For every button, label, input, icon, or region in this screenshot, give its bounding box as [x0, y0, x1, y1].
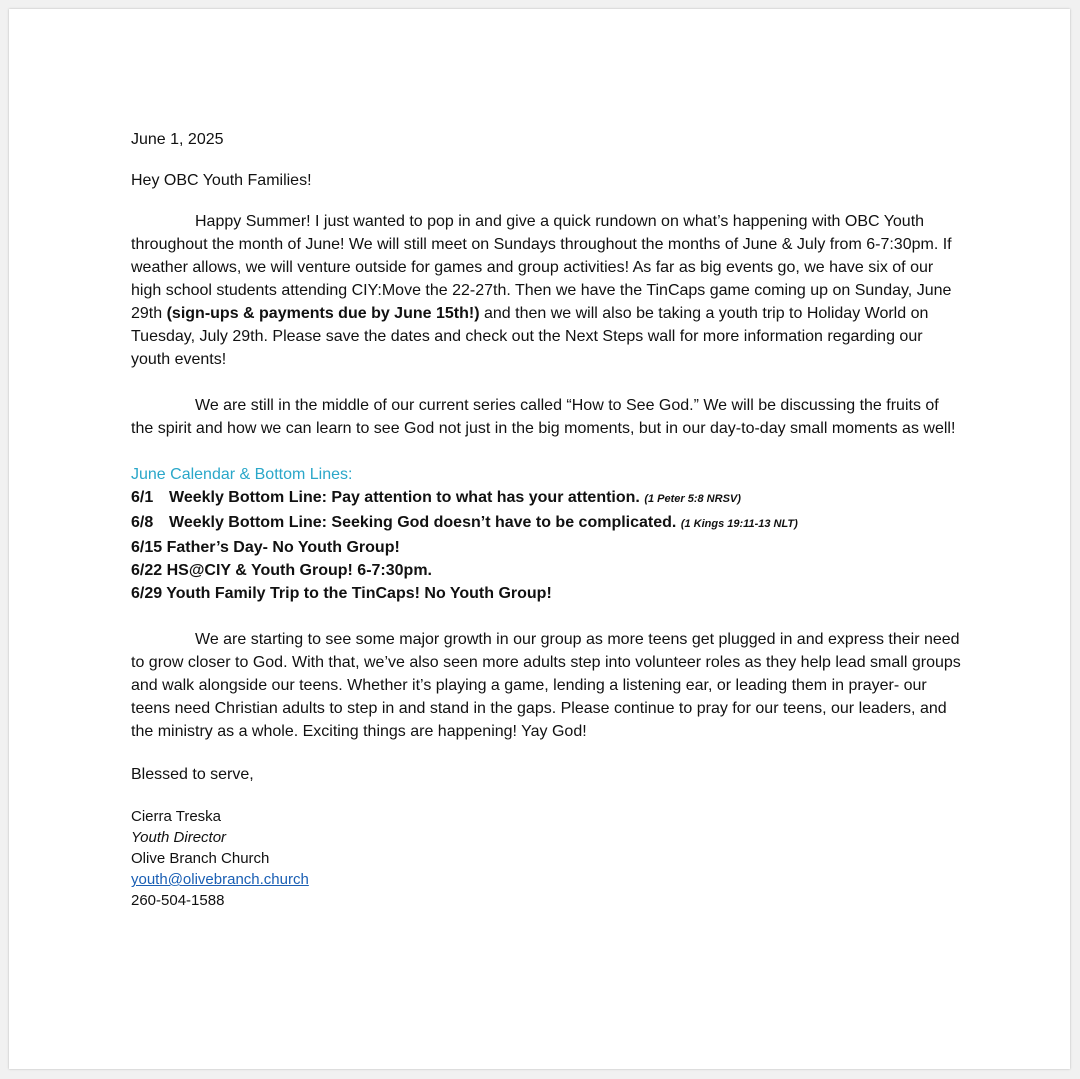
calendar-item	[131, 536, 961, 559]
calendar-date: 6/22	[131, 562, 163, 579]
calendar-heading: June Calendar & Bottom Lines:	[131, 466, 353, 483]
calendar-item	[131, 582, 961, 605]
calendar-item	[131, 486, 961, 511]
calendar-date: 6/8	[131, 514, 154, 531]
letter-greeting: Hey OBC Youth Families!	[131, 172, 312, 189]
paragraph-text: Happy Summer! I just wanted to pop in and give a quick rundown on what’s happening with OBC Youth throughout the month of June! We will still meet on Sundays throughout the months of June & July from 6-7:30pm. If weather allows, we will venture outside for games and group activities! As far as big events go, we have six of our high school students attending CIY:Move the 22-27th. Then we have the TinCaps game coming up on Sunday, June 29th	[131, 213, 952, 322]
signature-title: Youth Director	[131, 829, 227, 846]
letter-date: June 1, 2025	[131, 131, 224, 148]
signup-deadline-note: (sign-ups & payments due by June 15th!)	[166, 305, 480, 322]
signature-phone: 260-504-1588	[131, 892, 225, 909]
calendar-date: 6/1	[131, 489, 154, 506]
letter-closing: Blessed to serve,	[131, 766, 254, 783]
paragraph-summer-rundown	[131, 210, 961, 371]
calendar-text: Father’s Day- No Youth Group!	[166, 539, 400, 556]
email-link[interactable]: youth@olivebranch.church	[131, 871, 309, 888]
calendar-date: 6/29	[131, 585, 163, 602]
signature-organization: Olive Branch Church	[131, 850, 270, 867]
letter-body	[131, 128, 961, 911]
calendar-item	[131, 559, 961, 582]
paragraph-text: and then we will also be taking a youth trip to Holiday World on Tuesday, July 29th. Please save the dates and check out the Next Steps wall for more information regarding our youth events!	[131, 305, 929, 368]
june-calendar	[131, 463, 961, 605]
signature-block	[131, 806, 961, 911]
calendar-text: Youth Family Trip to the TinCaps! No Youth Group!	[166, 585, 552, 602]
calendar-text: HS@CIY & Youth Group! 6-7:30pm.	[166, 562, 432, 579]
signature-name: Cierra Treska	[131, 808, 222, 825]
paragraph-series: We are still in the middle of our current series called “How to See God.” We will be discussing the fruits of the spirit and how we can learn to see God not just in the big moments, but in our day-to-day small moments as well!	[131, 397, 956, 437]
calendar-text: Weekly Bottom Line: Seeking God doesn’t have to be complicated.	[169, 514, 677, 531]
scripture-reference: (1 Peter 5:8 NRSV)	[644, 493, 741, 505]
document-page	[9, 9, 1070, 1069]
paragraph-growth: We are starting to see some major growth in our group as more teens get plugged in and express their need to grow closer to God. With that, we’ve also seen more adults step into volunteer roles as they help lead small groups and walk alongside our teens. Whether it’s playing a game, lending a listening ear, or leading them in prayer- our teens need Christian adults to step in and stand in the gaps. Please continue to pray for our teens, our leaders, and the ministry as a whole. Exciting things are happening! Yay God!	[131, 631, 961, 740]
scripture-reference: (1 Kings 19:11-13 NLT)	[680, 518, 798, 530]
calendar-date: 6/15	[131, 539, 163, 556]
calendar-item	[131, 511, 961, 536]
calendar-text: Weekly Bottom Line: Pay attention to what has your attention.	[169, 489, 640, 506]
